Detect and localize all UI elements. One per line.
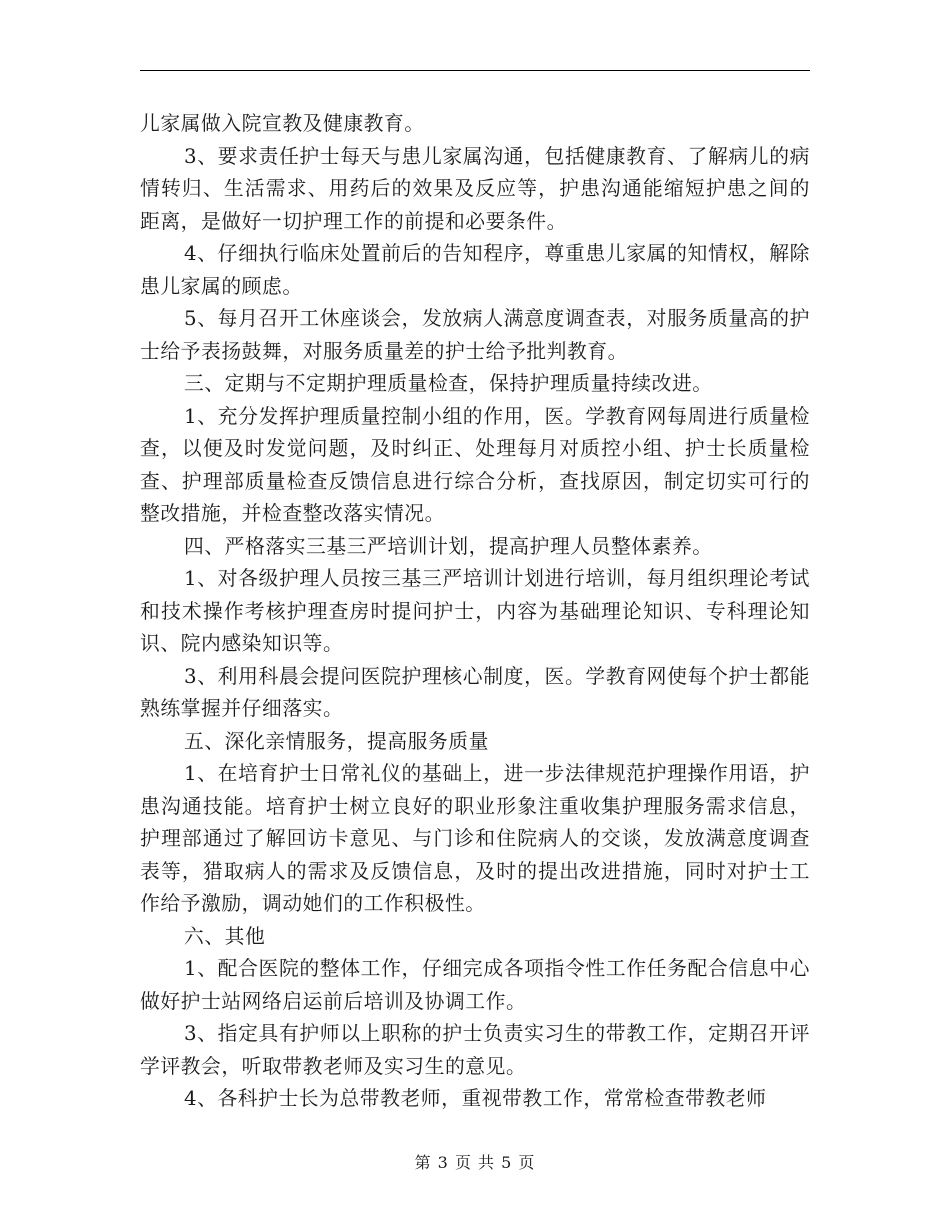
paragraph: 1、配合医院的整体工作，仔细完成各项指令性工作任务配合信息中心做好护士站网络启运前后培训及协调工作。	[140, 957, 810, 1013]
paragraph: 儿家属做入院宣教及健康教育。	[140, 112, 425, 135]
page-footer	[0, 1150, 950, 1173]
paragraph: 1、充分发挥护理质量控制小组的作用，医。学教育网每周进行质量检查，以便及时发觉问题，及时纠正、处理每月对质控小组、护士长质量检查、护理部质量检查反馈信息进行综合分析，查找原因，制定切实可行的整改措施，并检查整改落实情况。	[140, 404, 810, 525]
paragraph: 3、指定具有护师以上职称的护士负责实习生的带教工作，定期召开评学评教会，听取带教老师及实习生的意见。	[140, 1022, 810, 1078]
paragraph: 1、在培育护士日常礼仪的基础上，进一步法律规范护理操作用语，护患沟通技能。培育护士树立良好的职业形象注重收集护理服务需求信息，护理部通过了解回访卡意见、与门诊和住院病人的交谈，发放满意度调查表等，猎取病人的需求及反馈信息，及时的提出改进措施，同时对护士工作给予激励，调动她们的工作积极性。	[140, 762, 810, 915]
paragraph: 4、各科护士长为总带教老师，重视带教工作，常常检查带教老师	[184, 1087, 767, 1110]
paragraph: 1、对各级护理人员按三基三严培训计划进行培训，每月组织理论考试和技术操作考核护理查房时提问护士，内容为基础理论知识、专科理论知识、院内感染知识等。	[140, 567, 810, 655]
section-heading: 四、严格落实三基三严培训计划，提高护理人员整体素养。	[184, 534, 713, 558]
section-heading: 六、其他	[184, 924, 266, 948]
document-body	[140, 108, 810, 1116]
paragraph: 4、仔细执行临床处置前后的告知程序，尊重患儿家属的知情权，解除患儿家属的顾虑。	[140, 242, 810, 298]
paragraph: 5、每月召开工休座谈会，发放病人满意度调查表，对服务质量高的护士给予表扬鼓舞，对服务质量差的护士给予批判教育。	[140, 307, 810, 363]
header-rule	[140, 70, 810, 71]
section-heading: 三、定期与不定期护理质量检查，保持护理质量持续改进。	[184, 372, 713, 395]
paragraph: 3、要求责任护士每天与患儿家属沟通，包括健康教育、了解病儿的病情转归、生活需求、用药后的效果及反应等，护患沟通能缩短护患之间的距离，是做好一切护理工作的前提和必要条件。	[140, 144, 810, 233]
page-number: 第 3 页 共 5 页	[414, 1153, 536, 1172]
section-heading: 五、深化亲情服务，提高服务质量	[184, 729, 489, 753]
paragraph: 3、利用科晨会提问医院护理核心制度，医。学教育网使每个护士都能熟练掌握并仔细落实。	[140, 664, 810, 720]
